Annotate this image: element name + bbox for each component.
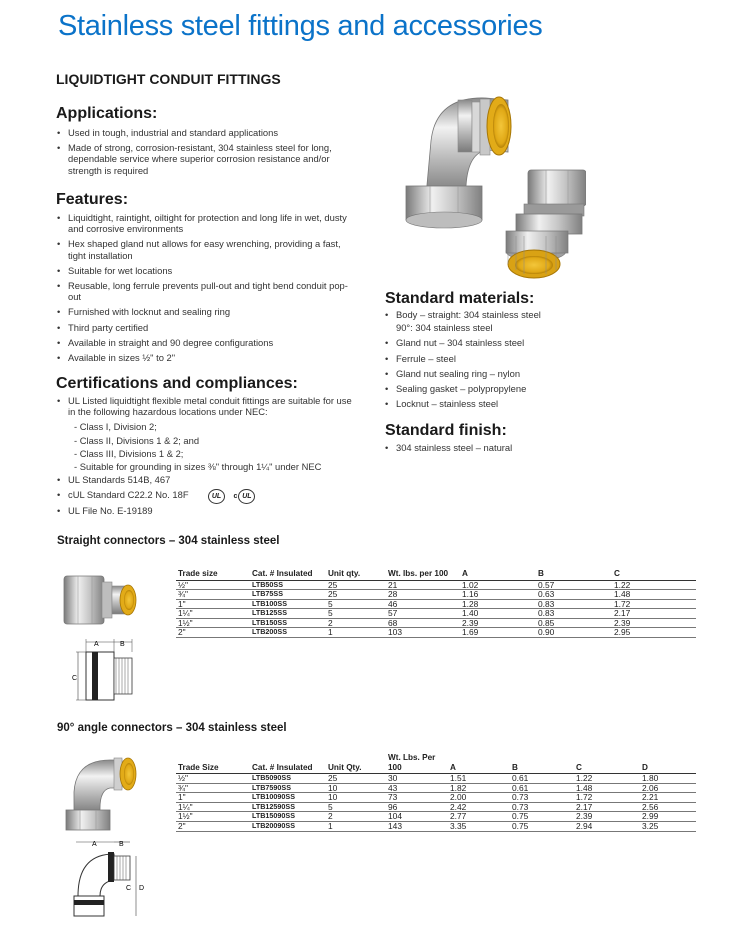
column-header: D (640, 753, 696, 774)
cell: 25 (326, 580, 386, 590)
cell: LTB15090SS (250, 812, 326, 822)
column-header: Unit qty. (326, 569, 386, 580)
cell: LTB7590SS (250, 783, 326, 793)
straight-connectors-table (176, 569, 696, 638)
cell: 0.83 (536, 599, 612, 609)
column-header: Cat. # Insulated (250, 569, 326, 580)
cell: 1½" (176, 618, 250, 628)
cell: 25 (326, 774, 386, 784)
cell: 68 (386, 618, 460, 628)
cell: 2.17 (574, 802, 640, 812)
cell: 2.94 (574, 821, 640, 831)
cell: LTB125SS (250, 609, 326, 619)
cell: 1½" (176, 812, 250, 822)
standard-finish-list (385, 442, 665, 457)
cell: 0.73 (510, 802, 574, 812)
cell: 30 (386, 774, 448, 784)
cell: LTB10090SS (250, 793, 326, 803)
cell: LTB5090SS (250, 774, 326, 784)
table-row (176, 628, 696, 638)
cell: 1.48 (612, 590, 696, 600)
table-header-row (176, 569, 696, 580)
list-subitem: - Class III, Divisions 1 & 2; (74, 447, 184, 459)
dim-label-b: B (120, 641, 125, 648)
list-item: • Used in tough, industrial and standard applications (57, 127, 357, 138)
cell: 143 (386, 821, 448, 831)
cell: ½" (176, 774, 250, 784)
cell: LTB75SS (250, 590, 326, 600)
cell: 1" (176, 793, 250, 803)
list-subitem: - Class I, Division 2; (74, 421, 157, 433)
dim-label-a: A (92, 841, 97, 848)
column-header: A (460, 569, 536, 580)
cell: 1 (326, 628, 386, 638)
standard-materials-heading: Standard materials: (385, 290, 535, 307)
cell: 73 (386, 793, 448, 803)
list-subitem: - Suitable for grounding in sizes ⅜" through 1¼" under NEC (74, 461, 322, 473)
list-item: • Reusable, long ferrule prevents pull-out and tight bend conduit pop-out (57, 280, 357, 302)
list-item: • 304 stainless steel – natural (385, 442, 665, 453)
cell: 1.16 (460, 590, 536, 600)
cell: 2 (326, 618, 386, 628)
cell: 2.42 (448, 802, 510, 812)
table-row (176, 590, 696, 600)
certifications-list (57, 395, 357, 520)
column-header: B (510, 753, 574, 774)
table-row (176, 609, 696, 619)
cell: 2.39 (460, 618, 536, 628)
ul-certification-marks (208, 485, 255, 504)
list-item: • Ferrule – steel (385, 353, 665, 364)
cell: 1.22 (574, 774, 640, 784)
angle-connector-photo (62, 752, 142, 834)
list-item: • Hex shaped gland nut allows for easy wrenching, providing a fast, tight installation (57, 238, 357, 260)
features-list (57, 212, 357, 367)
cell: 1.82 (448, 783, 510, 793)
straight-connectors-title: Straight connectors – 304 stainless steel (57, 535, 280, 547)
cell: 5 (326, 599, 386, 609)
cell: 1¼" (176, 802, 250, 812)
column-header: C (612, 569, 696, 580)
list-item: • Gland nut – 304 stainless steel (385, 337, 665, 348)
cell: LTB12590SS (250, 802, 326, 812)
standard-materials-list (385, 309, 665, 413)
cell: 1.80 (640, 774, 696, 784)
cell: 2 (326, 812, 386, 822)
column-header: Wt. lbs. per 100 (386, 569, 460, 580)
cell: 0.75 (510, 821, 574, 831)
table-row (176, 793, 696, 803)
conduit-fittings-photo (396, 86, 586, 291)
dim-label-b: B (119, 841, 124, 848)
cell: 0.83 (536, 609, 612, 619)
cell: 103 (386, 628, 460, 638)
applications-heading: Applications: (56, 105, 158, 122)
list-item: • Suitable for wet locations (57, 265, 357, 276)
cell: 57 (386, 609, 460, 619)
cell: LTB200SS (250, 628, 326, 638)
cell: 5 (326, 802, 386, 812)
page-title: Stainless steel fittings and accessories (58, 10, 543, 42)
column-header: Wt. Lbs. Per 100 (386, 753, 448, 774)
cell: 3.35 (448, 821, 510, 831)
cell: LTB100SS (250, 599, 326, 609)
column-header: Trade size (176, 569, 250, 580)
cell: 1.28 (460, 599, 536, 609)
column-header: C (574, 753, 640, 774)
list-item: • UL Standards 514B, 467 (57, 474, 357, 485)
cell: 0.75 (510, 812, 574, 822)
cul-listed-logo: UL (238, 489, 255, 504)
applications-list (57, 127, 357, 180)
cell: 1¼" (176, 609, 250, 619)
column-header: Unit Qty. (326, 753, 386, 774)
list-item: 90°: 304 stainless steel (396, 322, 493, 334)
cell: ¾" (176, 590, 250, 600)
dim-label-d: D (139, 885, 145, 892)
cell: 10 (326, 793, 386, 803)
cell: 2.99 (640, 812, 696, 822)
cell: 5 (326, 609, 386, 619)
list-item: • Locknut – stainless steel (385, 398, 665, 409)
standard-finish-heading: Standard finish: (385, 422, 507, 439)
cell: 3.25 (640, 821, 696, 831)
dim-label-c: C (126, 885, 132, 892)
cell: 2.17 (612, 609, 696, 619)
cell: 10 (326, 783, 386, 793)
cell: 1.48 (574, 783, 640, 793)
list-item: • Gland nut sealing ring – nylon (385, 368, 665, 379)
list-item: • Sealing gasket – polypropylene (385, 383, 665, 394)
certifications-heading: Certifications and compliances: (56, 375, 298, 392)
cell: 104 (386, 812, 448, 822)
cell: 2.00 (448, 793, 510, 803)
cell: 0.85 (536, 618, 612, 628)
dim-label-a: A (94, 641, 99, 648)
cell: 0.57 (536, 580, 612, 590)
cell: 0.73 (510, 793, 574, 803)
cell: 96 (386, 802, 448, 812)
list-item: • Liquidtight, raintight, oiltight for protection and long life in wet, dusty and corrosive environments (57, 212, 357, 234)
cell: 2.39 (612, 618, 696, 628)
cell: LTB20090SS (250, 821, 326, 831)
angle-connectors-title: 90° angle connectors – 304 stainless steel (57, 722, 287, 734)
cell: 1" (176, 599, 250, 609)
column-header: A (448, 753, 510, 774)
cell: 46 (386, 599, 460, 609)
cell: LTB50SS (250, 580, 326, 590)
cell: 43 (386, 783, 448, 793)
list-item: • cUL Standard C22.2 No. 18F (57, 489, 357, 500)
cell: 2.39 (574, 812, 640, 822)
list-item: • Body – straight: 304 stainless steel (385, 309, 665, 320)
cell: 1.51 (448, 774, 510, 784)
cell: LTB150SS (250, 618, 326, 628)
straight-connector-dimension-diagram (56, 636, 140, 708)
dim-label-c: C (72, 675, 78, 682)
cell: 1.69 (460, 628, 536, 638)
table-row (176, 821, 696, 831)
list-item: • Made of strong, corrosion-resistant, 304 stainless steel for long, dependable service where superior corrosion resistance and/or strength is required (57, 142, 357, 176)
cell: ½" (176, 580, 250, 590)
table-row (176, 774, 696, 784)
list-item: • Third party certified (57, 322, 357, 333)
list-item: • Available in straight and 90 degree configurations (57, 337, 357, 348)
cell: 1.22 (612, 580, 696, 590)
cell: 2.56 (640, 802, 696, 812)
column-header: Cat. # Insulated (250, 753, 326, 774)
cell: 21 (386, 580, 460, 590)
list-item: • UL File No. E-19189 (57, 505, 357, 516)
cell: 0.61 (510, 783, 574, 793)
cell: 2" (176, 628, 250, 638)
cell: 2" (176, 821, 250, 831)
section-subtitle: LIQUIDTIGHT CONDUIT FITTINGS (56, 71, 281, 87)
cell: 2.77 (448, 812, 510, 822)
column-header: Trade Size (176, 753, 250, 774)
cell: 28 (386, 590, 460, 600)
column-header: B (536, 569, 612, 580)
list-subitem: - Class II, Divisions 1 & 2; and (74, 434, 200, 446)
c-mark: c (233, 493, 238, 500)
table-header-row (176, 753, 696, 774)
cell: 25 (326, 590, 386, 600)
cell: 0.61 (510, 774, 574, 784)
list-item: • Furnished with locknut and sealing ring (57, 306, 357, 317)
angle-connector-dimension-diagram (56, 836, 148, 924)
list-item: • UL Listed liquidtight flexible metal conduit fittings are suitable for use in the following hazardous locations under NEC: (57, 395, 357, 417)
cell: 0.63 (536, 590, 612, 600)
list-item: • Available in sizes ½" to 2" (57, 352, 357, 363)
cell: 1.72 (574, 793, 640, 803)
cell: 1 (326, 821, 386, 831)
cell: 2.21 (640, 793, 696, 803)
ul-listed-logo: UL (208, 489, 225, 504)
cell: 1.72 (612, 599, 696, 609)
angle-connectors-table (176, 753, 696, 832)
cell: 2.95 (612, 628, 696, 638)
cell: 2.06 (640, 783, 696, 793)
cell: 1.40 (460, 609, 536, 619)
cell: 0.90 (536, 628, 612, 638)
cell: ¾" (176, 783, 250, 793)
straight-connector-photo (60, 568, 140, 632)
cell: 1.02 (460, 580, 536, 590)
features-heading: Features: (56, 191, 129, 208)
